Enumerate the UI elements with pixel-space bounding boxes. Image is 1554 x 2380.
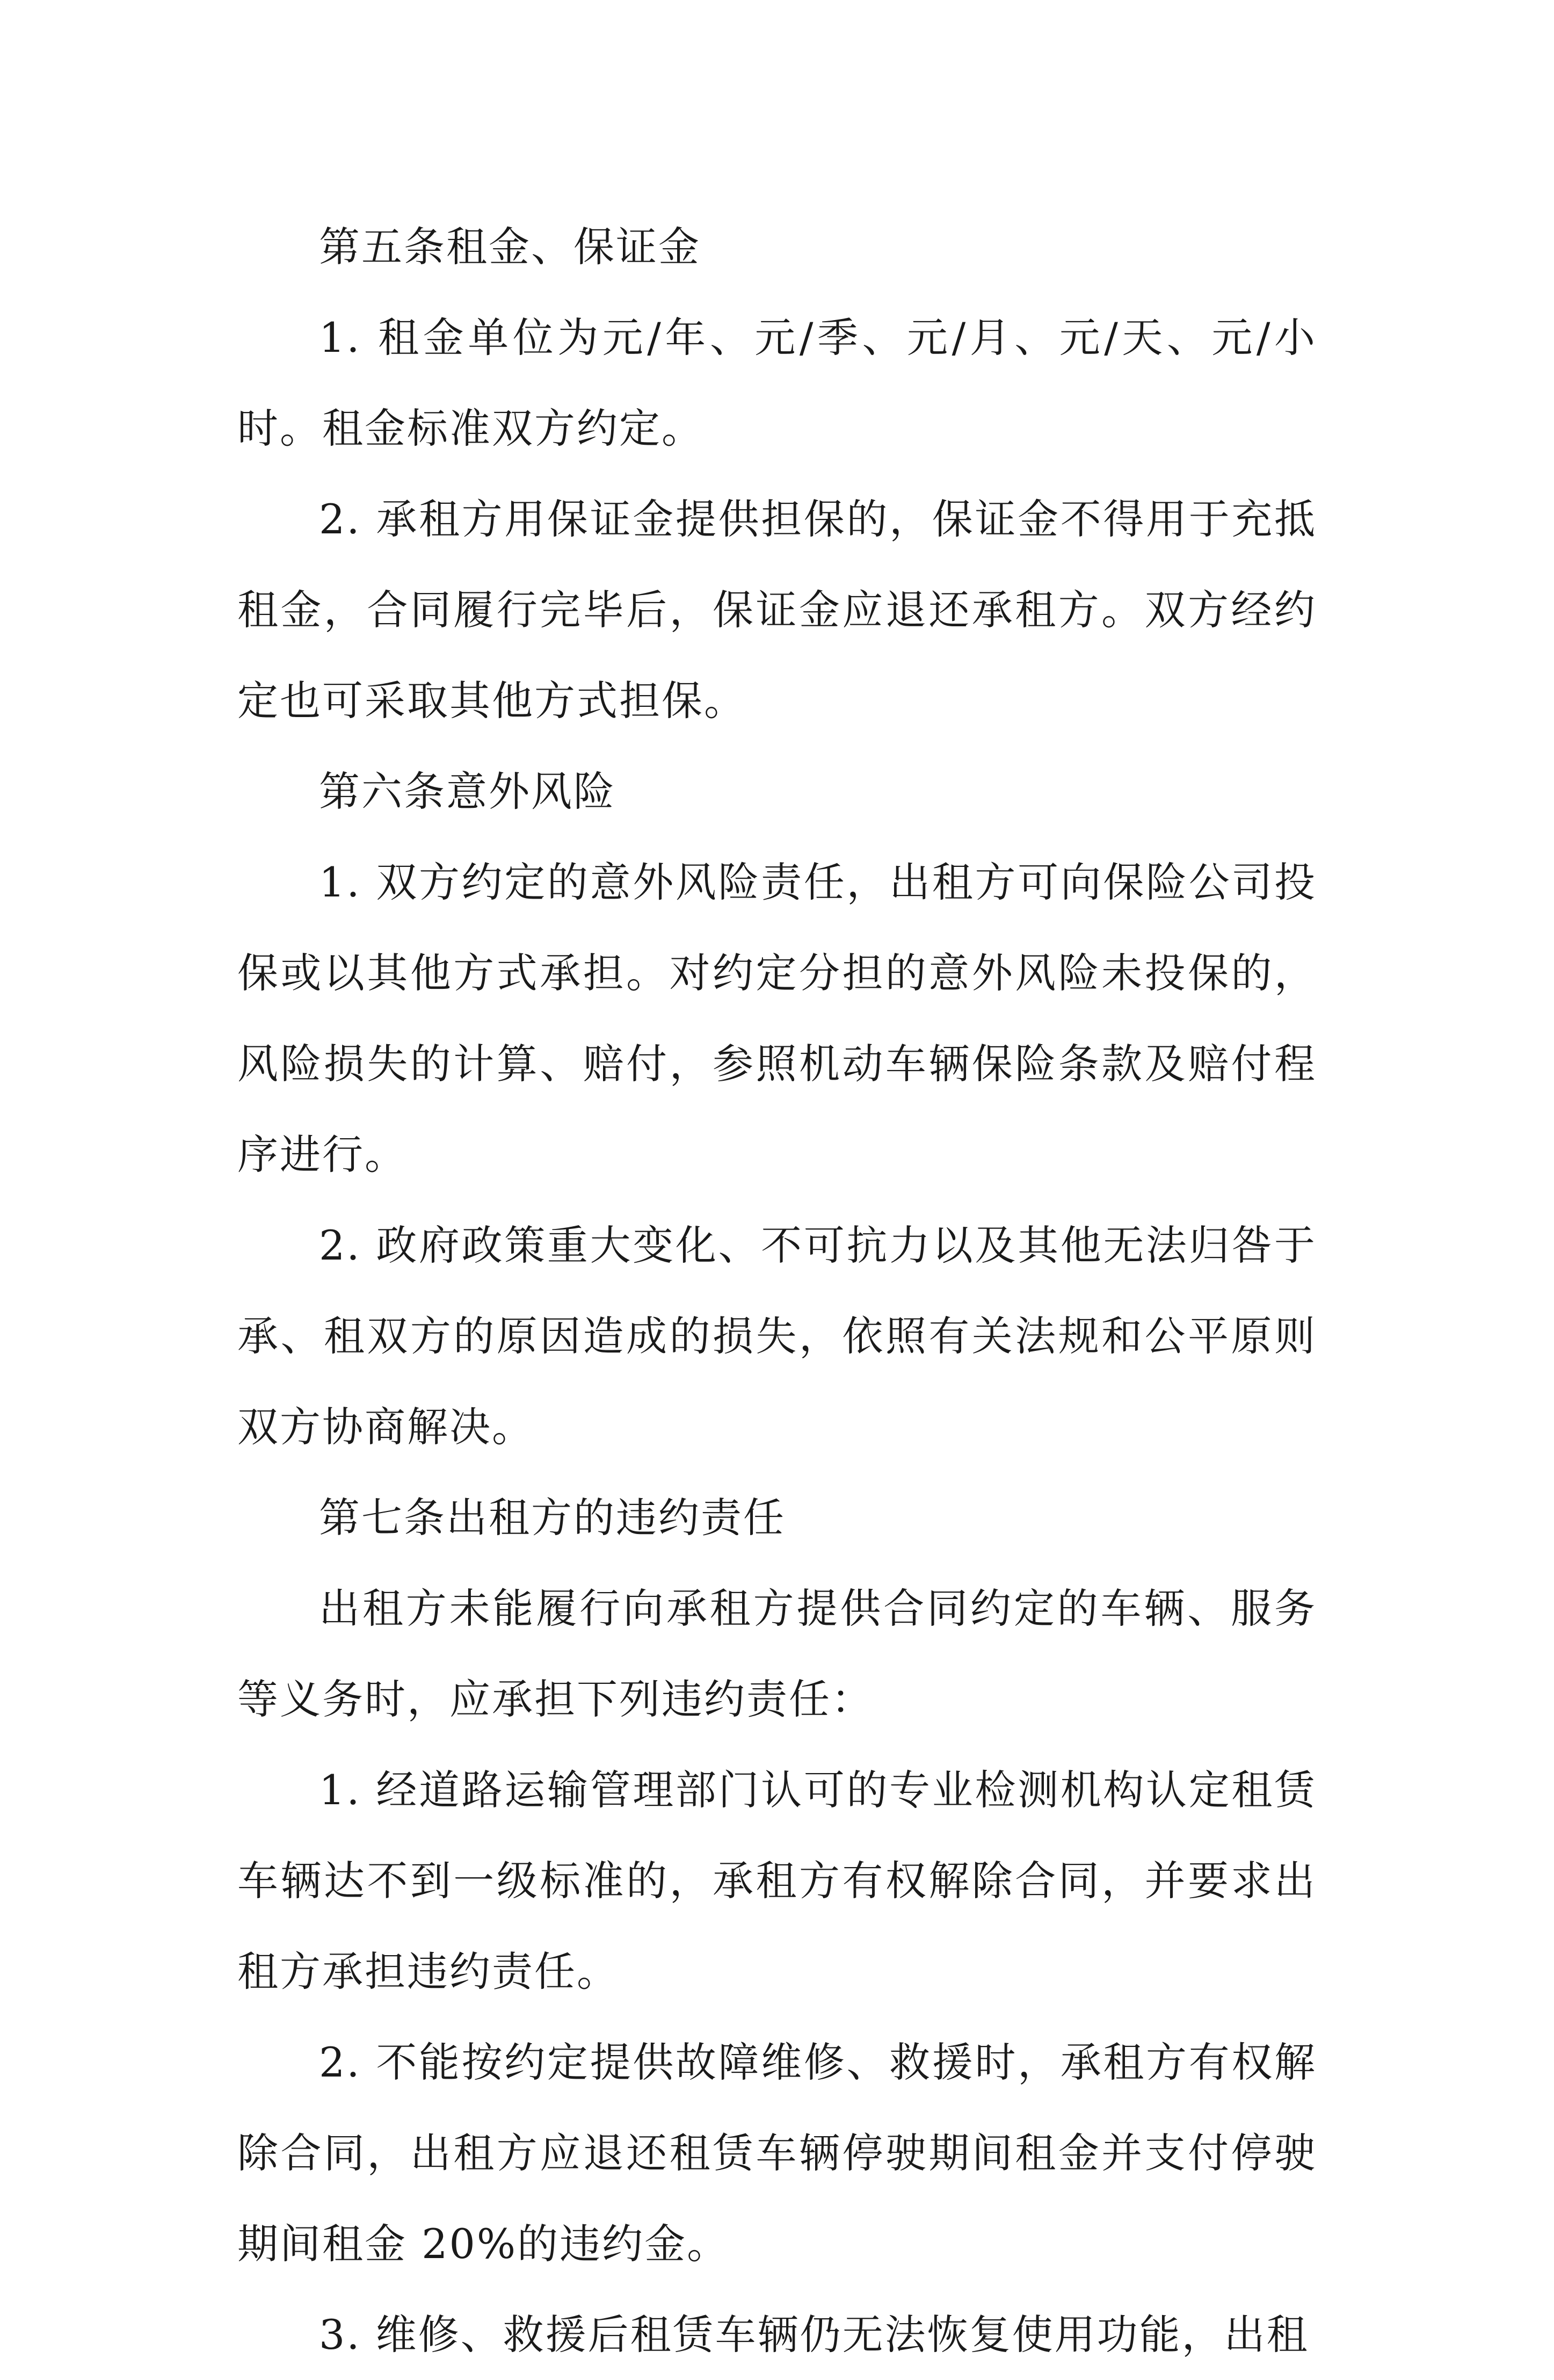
article-5-clause-2: 2. 承租方用保证金提供担保的，保证金不得用于充抵租金，合同履行完毕后，保证金应退还承租方。双方经约定也可采取其他方式担保。 — [237, 495, 1317, 725]
article-6-heading: 第六条意外风险 — [319, 768, 616, 815]
article-5-heading: 第五条租金、保证金 — [319, 223, 701, 271]
article-5-clause-1: 1. 租金单位为元/年、元/季、元/月、元/天、元/小时。租金标准双方约定。 — [237, 314, 1317, 452]
document-body — [237, 201, 1317, 2380]
article-7-heading: 第七条出租方的违约责任 — [319, 1494, 786, 1542]
article-6-clause-1: 1. 双方约定的意外风险责任，出租方可向保险公司投保或以其他方式承担。对约定分担的意外风险未投保的，风险损失的计算、赔付，参照机动车辆保险条款及赔付程序进行。 — [237, 858, 1317, 1178]
article-6-clause-2: 2. 政府政策重大变化、不可抗力以及其他无法归咎于承、租双方的原因造成的损失，依照有关法规和公平原则双方协商解决。 — [237, 1221, 1317, 1451]
article-7-intro: 出租方未能履行向承租方提供合同约定的车辆、服务等义务时，应承担下列违约责任： — [237, 1585, 1317, 1723]
article-7-clause-3: 3. 维修、救援后租赁车辆仍无法恢复使用功能，出租 — [319, 2311, 1309, 2359]
article-7-clause-1: 1. 经道路运输管理部门认可的专业检测机构认定租赁车辆达不到一级标准的，承租方有权解除合同，并要求出租方承担违约责任。 — [237, 1766, 1317, 1995]
article-7-clause-2: 2. 不能按约定提供故障维修、救援时，承租方有权解除合同，出租方应退还租赁车辆停驶期间租金并支付停驶期间租金 20%的违约金。 — [237, 2038, 1317, 2268]
